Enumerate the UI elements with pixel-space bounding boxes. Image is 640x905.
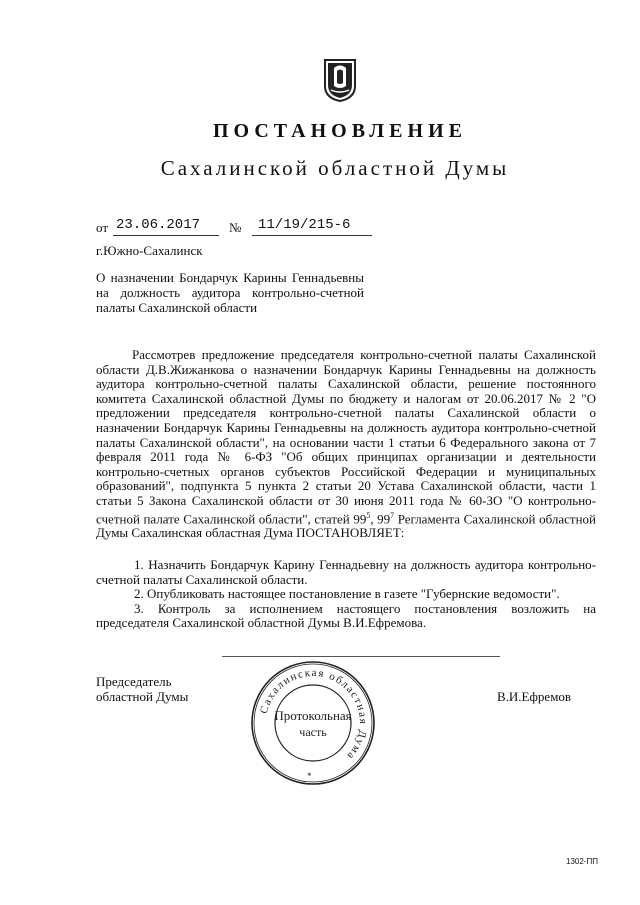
signature-line	[222, 656, 500, 657]
signatory-position	[96, 674, 188, 704]
resolution-point: 1. Назначить Бондарчук Карину Геннадьевну на должность аудитора контрольно-счетной палаты Сахалинской области.	[96, 557, 596, 587]
document-subject	[96, 270, 364, 315]
city: г.Южно-Сахалинск	[96, 243, 203, 258]
preamble-text: , 99	[370, 510, 391, 526]
document-date: 23.06.2017	[116, 217, 201, 233]
preamble-paragraph	[96, 348, 596, 541]
document-number: 11/19/215-6	[258, 217, 351, 233]
star-icon: *	[307, 771, 312, 781]
official-stamp	[250, 660, 376, 786]
resolution-point: 2. Опубликовать настоящее постановление в газете "Губернские ведомости".	[134, 586, 560, 602]
resolution-points	[96, 558, 596, 631]
preamble-text: Рассмотрев предложение председателя контрольно-счетной палаты Сахалинской области Д.В.Жижанкова о назначении Бондарчук Карины Геннадьевны на должность аудитора контрольно-счетной палаты Сахалинской области, решение постоянного комитета Сахалинской областной Думы по бюджету и налогам от 20.06.2017 № 2 "О предложении председателя контрольно-счетной палаты Сахалинской области о назначении Бондарчук Карины Геннадьевны на должность аудитора контрольно-счетной палаты Сахалинской области", на основании части 1 статьи 6 Федерального закона от 7 февраля 2011 года № 6-ФЗ "Об общих принципах организации и деятельности контрольно-счетных органов субъектов Российской Федерации и муниципальных образований", подпункта 5 пункта 2 статьи 20 Устава Сахалинской области, части 1 статьи 5 Закона Сахалинской области от 30 июня 2011 года № 60-ЗО "О контрольно-счетной палате Сахалинской области", статей 99	[96, 347, 596, 526]
position-line: областной Думы	[96, 689, 189, 704]
resolution-point: 3. Контроль за исполнением настоящего постановления возложить на председателя Сахалинской областной Думы В.И.Ефремова.	[96, 600, 596, 631]
superscript: 7	[390, 510, 395, 520]
date-prefix: от	[96, 220, 109, 235]
document-subtitle: Сахалинской областной Думы	[160, 156, 510, 180]
subject-line: на должность аудитора контрольно-счетной	[96, 285, 364, 300]
preamble-text: Регламента Сахалинской областной Думы Сахалинская областная Дума ПОСТАНОВЛЯЕТ:	[96, 510, 596, 541]
number-underline	[252, 235, 372, 236]
superscript: 5	[366, 510, 371, 520]
stamp-center-text: часть	[299, 725, 327, 739]
coat-of-arms-icon	[323, 56, 357, 102]
document-title: ПОСТАНОВЛЕНИЕ	[213, 120, 467, 142]
footer-code: 1302-ПП	[566, 857, 598, 866]
stamp-center-text: Протокольная	[274, 708, 352, 723]
date-underline	[113, 235, 219, 236]
subject-line: О назначении Бондарчук Карины Геннадьевны	[96, 270, 364, 285]
number-label: №	[229, 220, 242, 235]
signatory-name: В.И.Ефремов	[497, 689, 572, 704]
subject-line: палаты Сахалинской области	[96, 300, 258, 315]
position-line: Председатель	[96, 674, 172, 689]
stamp-ring-text: Сахалинская областная Дума	[257, 666, 370, 763]
